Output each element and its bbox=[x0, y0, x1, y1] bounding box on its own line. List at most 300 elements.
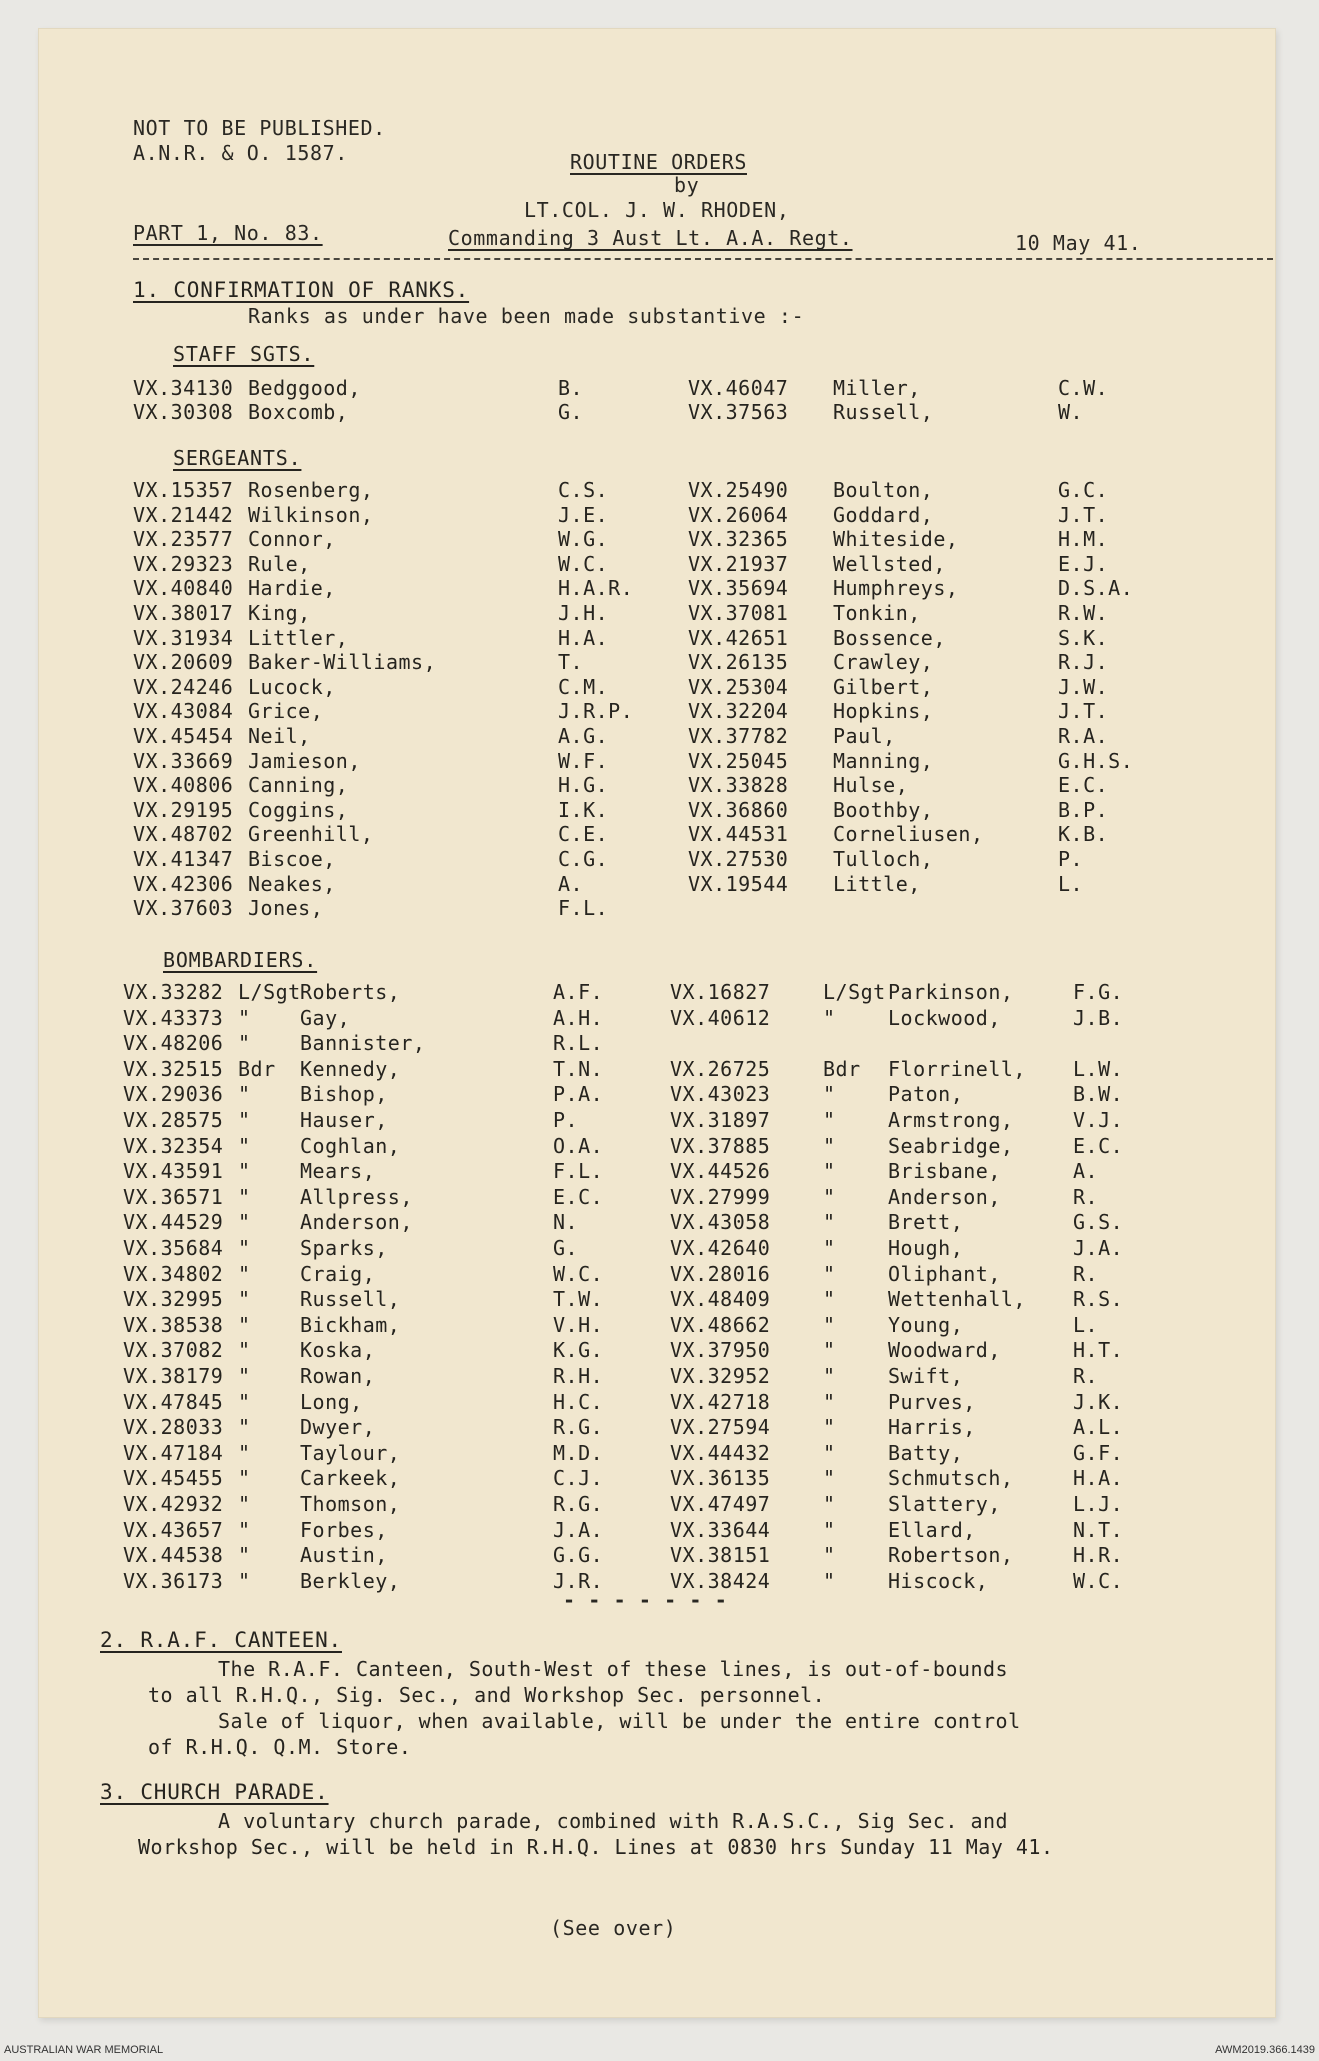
order-date: 10 May 41. bbox=[1015, 231, 1142, 255]
surname: Little, bbox=[833, 871, 921, 896]
surname: Goddard, bbox=[833, 502, 934, 527]
table-row bbox=[38, 1006, 1276, 1030]
service-number: VX.44531 bbox=[688, 822, 789, 847]
initials: B.P. bbox=[1058, 797, 1109, 822]
initials: K.G. bbox=[553, 1338, 604, 1363]
initials: K.B. bbox=[1058, 822, 1109, 847]
service-number: VX.37950 bbox=[670, 1338, 771, 1363]
service-number: VX.29323 bbox=[133, 551, 234, 576]
surname: Hardie, bbox=[248, 576, 336, 601]
service-number: VX.44526 bbox=[670, 1159, 771, 1184]
surname: Austin, bbox=[300, 1543, 388, 1568]
service-number: VX.15357 bbox=[133, 478, 234, 502]
table-row bbox=[38, 699, 1276, 723]
initials: W.G. bbox=[558, 527, 609, 552]
surname: Robertson, bbox=[888, 1543, 1014, 1568]
rank: " bbox=[823, 1312, 836, 1337]
initials: G.S. bbox=[1073, 1210, 1124, 1235]
rank: " bbox=[238, 1236, 251, 1260]
service-number: VX.40840 bbox=[133, 576, 234, 601]
table-row bbox=[38, 400, 1276, 424]
header-rule bbox=[133, 258, 1273, 260]
initials: J.B. bbox=[1073, 1005, 1124, 1030]
initials: J.A. bbox=[1073, 1236, 1124, 1260]
surname: Greenhill, bbox=[248, 822, 374, 847]
table-row bbox=[38, 896, 1276, 920]
rank: " bbox=[238, 1543, 251, 1568]
surname: Miller, bbox=[833, 376, 921, 400]
service-number: VX.37563 bbox=[688, 400, 789, 424]
service-number: VX.35694 bbox=[688, 576, 789, 601]
table-row bbox=[38, 527, 1276, 551]
surname: Connor, bbox=[248, 527, 336, 552]
surname: Long, bbox=[300, 1389, 363, 1414]
table-row bbox=[38, 1518, 1276, 1542]
table-row bbox=[38, 1210, 1276, 1234]
table-row bbox=[38, 675, 1276, 699]
service-number: VX.43657 bbox=[123, 1517, 224, 1542]
service-number: VX.40806 bbox=[133, 773, 234, 798]
initials: B. bbox=[558, 376, 584, 400]
archive-reference: AWM2019.366.1439 bbox=[1215, 2044, 1315, 2056]
service-number: VX.38151 bbox=[670, 1543, 771, 1568]
surname: Coggins, bbox=[248, 797, 349, 822]
surname: Batty, bbox=[888, 1440, 964, 1465]
rank: " bbox=[823, 1415, 836, 1440]
service-number: VX.37082 bbox=[123, 1338, 224, 1363]
surname: Parkinson, bbox=[888, 980, 1014, 1004]
initials: J.A. bbox=[553, 1517, 604, 1542]
surname: Tulloch, bbox=[833, 847, 934, 871]
surname: Rosenberg, bbox=[248, 478, 374, 502]
service-number: VX.27999 bbox=[670, 1184, 771, 1209]
initials: J.R. bbox=[553, 1568, 604, 1593]
service-number: VX.44529 bbox=[123, 1210, 224, 1235]
service-number: VX.24246 bbox=[133, 674, 234, 699]
service-number: VX.28016 bbox=[670, 1261, 771, 1286]
section2-heading: 2. R.A.F. CANTEEN. bbox=[100, 1628, 342, 1652]
table-row bbox=[38, 1492, 1276, 1516]
rank: " bbox=[238, 1517, 251, 1542]
initials: A.G. bbox=[558, 724, 609, 748]
surname: Brett, bbox=[888, 1210, 964, 1235]
initials: G.F. bbox=[1073, 1440, 1124, 1465]
initials: J.R.P. bbox=[558, 699, 634, 724]
service-number: VX.36860 bbox=[688, 797, 789, 822]
surname: Rowan, bbox=[300, 1364, 376, 1388]
surname: Seabridge, bbox=[888, 1133, 1014, 1158]
initials: S.K. bbox=[1058, 625, 1109, 650]
service-number: VX.35684 bbox=[123, 1236, 224, 1260]
service-number: VX.26725 bbox=[670, 1056, 771, 1081]
service-number: VX.25304 bbox=[688, 674, 789, 699]
service-number: VX.42640 bbox=[670, 1236, 771, 1260]
surname: Bannister, bbox=[300, 1031, 426, 1056]
rank: " bbox=[238, 1492, 251, 1516]
surname: Oliphant, bbox=[888, 1261, 1001, 1286]
table-row bbox=[38, 847, 1276, 871]
surname: Roberts, bbox=[300, 980, 401, 1004]
surname: Paton, bbox=[888, 1082, 964, 1107]
service-number: VX.38179 bbox=[123, 1364, 224, 1388]
surname: Hopkins, bbox=[833, 699, 934, 724]
surname: Forbes, bbox=[300, 1517, 388, 1542]
surname: Manning, bbox=[833, 748, 934, 773]
initials: L. bbox=[1073, 1312, 1099, 1337]
document-title: ROUTINE ORDERS bbox=[570, 150, 747, 174]
rank: " bbox=[823, 1492, 836, 1516]
surname: Neil, bbox=[248, 724, 311, 748]
service-number: VX.21937 bbox=[688, 551, 789, 576]
initials: R.H. bbox=[553, 1364, 604, 1388]
service-number: VX.43023 bbox=[670, 1082, 771, 1107]
initials: N.T. bbox=[1073, 1517, 1124, 1542]
initials: H.A. bbox=[558, 625, 609, 650]
table-row bbox=[38, 1415, 1276, 1439]
initials: H.A.R. bbox=[558, 576, 634, 601]
rank: " bbox=[823, 1568, 836, 1593]
commanding-unit: Commanding 3 Aust Lt. A.A. Regt. bbox=[448, 226, 853, 250]
initials: R.A. bbox=[1058, 724, 1109, 748]
initials: F.L. bbox=[558, 896, 609, 921]
staff-sgts-label: STAFF SGTS. bbox=[173, 342, 315, 366]
service-number: VX.34802 bbox=[123, 1261, 224, 1286]
initials: W.F. bbox=[558, 748, 609, 773]
service-number: VX.47184 bbox=[123, 1440, 224, 1465]
sergeants-label: SERGEANTS. bbox=[173, 446, 302, 470]
rank: " bbox=[823, 1108, 836, 1132]
surname: Corneliusen, bbox=[833, 822, 984, 847]
service-number: VX.23577 bbox=[133, 527, 234, 552]
table-row bbox=[38, 1441, 1276, 1465]
service-number: VX.19544 bbox=[688, 871, 789, 896]
see-over-note: (See over) bbox=[550, 1916, 677, 1940]
service-number: VX.45454 bbox=[133, 724, 234, 748]
rank: " bbox=[238, 1338, 251, 1363]
initials: F.L. bbox=[553, 1159, 604, 1184]
not-to-be-published: NOT TO BE PUBLISHED. bbox=[133, 116, 386, 140]
initials: H.A. bbox=[1073, 1466, 1124, 1491]
section2-line-3: Sale of liquor, when available, will be under the entire control bbox=[218, 1709, 1021, 1733]
section2-line-2: to all R.H.Q., Sig. Sec., and Workshop Sec. personnel. bbox=[148, 1683, 826, 1707]
initials: J.K. bbox=[1073, 1389, 1124, 1414]
rank: " bbox=[823, 1364, 836, 1388]
surname: Berkley, bbox=[300, 1568, 401, 1593]
table-row bbox=[38, 376, 1276, 400]
service-number: VX.16827 bbox=[670, 980, 771, 1004]
service-number: VX.43373 bbox=[123, 1005, 224, 1030]
section2-line-4: of R.H.Q. Q.M. Store. bbox=[148, 1735, 412, 1759]
section1-intro: Ranks as under have been made substantive :- bbox=[248, 304, 805, 328]
service-number: VX.42651 bbox=[688, 625, 789, 650]
table-row bbox=[38, 1364, 1276, 1388]
surname: Jamieson, bbox=[248, 748, 361, 773]
initials: H.R. bbox=[1073, 1543, 1124, 1568]
surname: Gay, bbox=[300, 1005, 351, 1030]
initials: A.F. bbox=[553, 980, 604, 1004]
initials: R. bbox=[1073, 1261, 1099, 1286]
surname: Russell, bbox=[300, 1287, 401, 1312]
service-number: VX.32995 bbox=[123, 1287, 224, 1312]
initials: R. bbox=[1073, 1364, 1099, 1388]
initials: C.E. bbox=[558, 822, 609, 847]
initials: C.W. bbox=[1058, 376, 1109, 400]
table-row bbox=[38, 1159, 1276, 1183]
service-number: VX.41347 bbox=[133, 847, 234, 871]
initials: J.E. bbox=[558, 502, 609, 527]
service-number: VX.48409 bbox=[670, 1287, 771, 1312]
initials: T.W. bbox=[553, 1287, 604, 1312]
rank: " bbox=[238, 1389, 251, 1414]
initials: C.G. bbox=[558, 847, 609, 871]
initials: M.D. bbox=[553, 1440, 604, 1465]
initials: H.G. bbox=[558, 773, 609, 798]
initials: G.C. bbox=[1058, 478, 1109, 502]
initials: D.S.A. bbox=[1058, 576, 1134, 601]
surname: Kennedy, bbox=[300, 1056, 401, 1081]
section3-heading: 3. CHURCH PARADE. bbox=[100, 1780, 329, 1804]
surname: Schmutsch, bbox=[888, 1466, 1014, 1491]
rank: " bbox=[823, 1389, 836, 1414]
service-number: VX.32952 bbox=[670, 1364, 771, 1388]
initials: G.H.S. bbox=[1058, 748, 1134, 773]
service-number: VX.27594 bbox=[670, 1415, 771, 1440]
service-number: VX.42718 bbox=[670, 1389, 771, 1414]
surname: Purves, bbox=[888, 1389, 976, 1414]
table-row bbox=[38, 980, 1276, 1004]
table-row bbox=[38, 822, 1276, 846]
surname: Grice, bbox=[248, 699, 324, 724]
service-number: VX.33282 bbox=[123, 980, 224, 1004]
table-row bbox=[38, 749, 1276, 773]
service-number: VX.28575 bbox=[123, 1108, 224, 1132]
service-number: VX.32515 bbox=[123, 1056, 224, 1081]
surname: Humphreys, bbox=[833, 576, 959, 601]
title-by: by bbox=[674, 173, 700, 197]
surname: Koska, bbox=[300, 1338, 376, 1363]
initials: L. bbox=[1058, 871, 1084, 896]
table-row bbox=[38, 1057, 1276, 1081]
initials: J.H. bbox=[558, 601, 609, 625]
surname: Mears, bbox=[300, 1159, 376, 1184]
surname: Boxcomb, bbox=[248, 400, 349, 424]
service-number: VX.33644 bbox=[670, 1517, 771, 1542]
initials: N. bbox=[553, 1210, 579, 1235]
rank: " bbox=[823, 1159, 836, 1184]
service-number: VX.33828 bbox=[688, 773, 789, 798]
initials: A.L. bbox=[1073, 1415, 1124, 1440]
surname: Hulse, bbox=[833, 773, 909, 798]
surname: Young, bbox=[888, 1312, 964, 1337]
initials: H.T. bbox=[1073, 1338, 1124, 1363]
surname: Hauser, bbox=[300, 1108, 388, 1132]
initials: R.G. bbox=[553, 1492, 604, 1516]
surname: Whiteside, bbox=[833, 527, 959, 552]
initials: W. bbox=[1058, 400, 1084, 424]
rank: " bbox=[823, 1517, 836, 1542]
initials: W.C. bbox=[1073, 1568, 1124, 1593]
surname: Rule, bbox=[248, 551, 311, 576]
rank: " bbox=[238, 1133, 251, 1158]
table-row bbox=[38, 601, 1276, 625]
initials: R.W. bbox=[1058, 601, 1109, 625]
rank: L/Sgt bbox=[238, 980, 301, 1004]
archive-name: AUSTRALIAN WAR MEMORIAL bbox=[4, 2044, 164, 2056]
initials: A. bbox=[558, 871, 584, 896]
table-row bbox=[38, 1390, 1276, 1414]
service-number: VX.48662 bbox=[670, 1312, 771, 1337]
service-number: VX.38017 bbox=[133, 601, 234, 625]
rank: L/Sgt bbox=[823, 980, 886, 1004]
surname: Canning, bbox=[248, 773, 349, 798]
issuing-officer: LT.COL. J. W. RHODEN, bbox=[524, 198, 790, 222]
rank: " bbox=[238, 1005, 251, 1030]
rank: " bbox=[238, 1159, 251, 1184]
section2-line-1: The R.A.F. Canteen, South-West of these lines, is out-of-bounds bbox=[218, 1657, 1009, 1681]
service-number: VX.47845 bbox=[123, 1389, 224, 1414]
surname: Harris, bbox=[888, 1415, 976, 1440]
table-row bbox=[38, 1543, 1276, 1567]
initials: J.W. bbox=[1058, 674, 1109, 699]
initials: R. bbox=[1073, 1184, 1099, 1209]
surname: Lockwood, bbox=[888, 1005, 1001, 1030]
rank: " bbox=[823, 1005, 836, 1030]
section3-line-2: Workshop Sec., will be held in R.H.Q. Lines at 0830 hrs Sunday 11 May 41. bbox=[138, 1835, 1054, 1859]
service-number: VX.31897 bbox=[670, 1108, 771, 1132]
table-row bbox=[38, 1466, 1276, 1490]
surname: Gilbert, bbox=[833, 674, 934, 699]
surname: Coghlan, bbox=[300, 1133, 401, 1158]
initials: H.C. bbox=[553, 1389, 604, 1414]
table-row bbox=[38, 1338, 1276, 1362]
service-number: VX.48206 bbox=[123, 1031, 224, 1056]
surname: Hough, bbox=[888, 1236, 964, 1260]
service-number: VX.37885 bbox=[670, 1133, 771, 1158]
service-number: VX.21442 bbox=[133, 502, 234, 527]
service-number: VX.44432 bbox=[670, 1440, 771, 1465]
initials: W.C. bbox=[558, 551, 609, 576]
table-row bbox=[38, 503, 1276, 527]
rank: " bbox=[823, 1184, 836, 1209]
surname: Thomson, bbox=[300, 1492, 401, 1516]
surname: Wilkinson, bbox=[248, 502, 374, 527]
surname: Lucock, bbox=[248, 674, 336, 699]
service-number: VX.34130 bbox=[133, 376, 234, 400]
surname: Taylour, bbox=[300, 1440, 401, 1465]
service-number: VX.36173 bbox=[123, 1568, 224, 1593]
service-number: VX.37603 bbox=[133, 896, 234, 921]
rank: " bbox=[238, 1415, 251, 1440]
rank: " bbox=[238, 1287, 251, 1312]
surname: Neakes, bbox=[248, 871, 336, 896]
surname: Slattery, bbox=[888, 1492, 1001, 1516]
initials: C.S. bbox=[558, 478, 609, 502]
service-number: VX.32365 bbox=[688, 527, 789, 552]
rank: " bbox=[823, 1543, 836, 1568]
table-row bbox=[38, 478, 1276, 502]
initials: E.C. bbox=[553, 1184, 604, 1209]
rank: " bbox=[238, 1364, 251, 1388]
initials: R.L. bbox=[553, 1031, 604, 1056]
initials: I.K. bbox=[558, 797, 609, 822]
surname: Woodward, bbox=[888, 1338, 1001, 1363]
surname: Jones, bbox=[248, 896, 324, 921]
surname: Bossence, bbox=[833, 625, 946, 650]
surname: Craig, bbox=[300, 1261, 376, 1286]
table-row bbox=[38, 724, 1276, 748]
initials: R.J. bbox=[1058, 650, 1109, 675]
service-number: VX.38538 bbox=[123, 1312, 224, 1337]
rank: Bdr bbox=[238, 1056, 276, 1081]
table-row bbox=[38, 1236, 1276, 1260]
service-number: VX.44538 bbox=[123, 1543, 224, 1568]
initials: J.T. bbox=[1058, 699, 1109, 724]
surname: Bickham, bbox=[300, 1312, 401, 1337]
service-number: VX.32354 bbox=[123, 1133, 224, 1158]
rank: " bbox=[823, 1338, 836, 1363]
initials: G. bbox=[558, 400, 584, 424]
service-number: VX.36135 bbox=[670, 1466, 771, 1491]
rank: " bbox=[238, 1440, 251, 1465]
initials: E.J. bbox=[1058, 551, 1109, 576]
table-row bbox=[38, 1031, 1276, 1055]
initials: P. bbox=[553, 1108, 579, 1132]
initials: J.T. bbox=[1058, 502, 1109, 527]
surname: Florrinell, bbox=[888, 1056, 1026, 1081]
table-row bbox=[38, 1134, 1276, 1158]
service-number: VX.45455 bbox=[123, 1466, 224, 1491]
surname: Allpress, bbox=[300, 1184, 413, 1209]
service-number: VX.20609 bbox=[133, 650, 234, 675]
rank: " bbox=[823, 1210, 836, 1235]
surname: Armstrong, bbox=[888, 1108, 1014, 1132]
bombardiers-label: BOMBARDIERS. bbox=[163, 948, 318, 972]
rank: Bdr bbox=[823, 1056, 861, 1081]
service-number: VX.29195 bbox=[133, 797, 234, 822]
service-number: VX.38424 bbox=[670, 1568, 771, 1593]
rank: " bbox=[238, 1082, 251, 1107]
table-row bbox=[38, 1313, 1276, 1337]
surname: Biscoe, bbox=[248, 847, 336, 871]
surname: Russell, bbox=[833, 400, 934, 424]
surname: Wettenhall, bbox=[888, 1287, 1026, 1312]
table-row bbox=[38, 1262, 1276, 1286]
surname: Bishop, bbox=[300, 1082, 388, 1107]
rank: " bbox=[238, 1108, 251, 1132]
rank: " bbox=[823, 1440, 836, 1465]
service-number: VX.25045 bbox=[688, 748, 789, 773]
service-number: VX.30308 bbox=[133, 400, 234, 424]
table-row bbox=[38, 576, 1276, 600]
surname: Dwyer, bbox=[300, 1415, 376, 1440]
table-row bbox=[38, 1082, 1276, 1106]
initials: G. bbox=[553, 1236, 579, 1260]
section3-line-1: A voluntary church parade, combined with R.A.S.C., Sig Sec. and bbox=[218, 1809, 1009, 1833]
initials: A.H. bbox=[553, 1005, 604, 1030]
surname: Anderson, bbox=[888, 1184, 1001, 1209]
table-row bbox=[38, 1108, 1276, 1132]
surname: Baker-Williams, bbox=[248, 650, 437, 675]
initials: W.C. bbox=[553, 1261, 604, 1286]
table-row bbox=[38, 626, 1276, 650]
rank: " bbox=[238, 1184, 251, 1209]
initials: H.M. bbox=[1058, 527, 1109, 552]
surname: Ellard, bbox=[888, 1517, 976, 1542]
surname: Swift, bbox=[888, 1364, 964, 1388]
initials: C.J. bbox=[553, 1466, 604, 1491]
document-page bbox=[38, 28, 1276, 2018]
table-row bbox=[38, 798, 1276, 822]
